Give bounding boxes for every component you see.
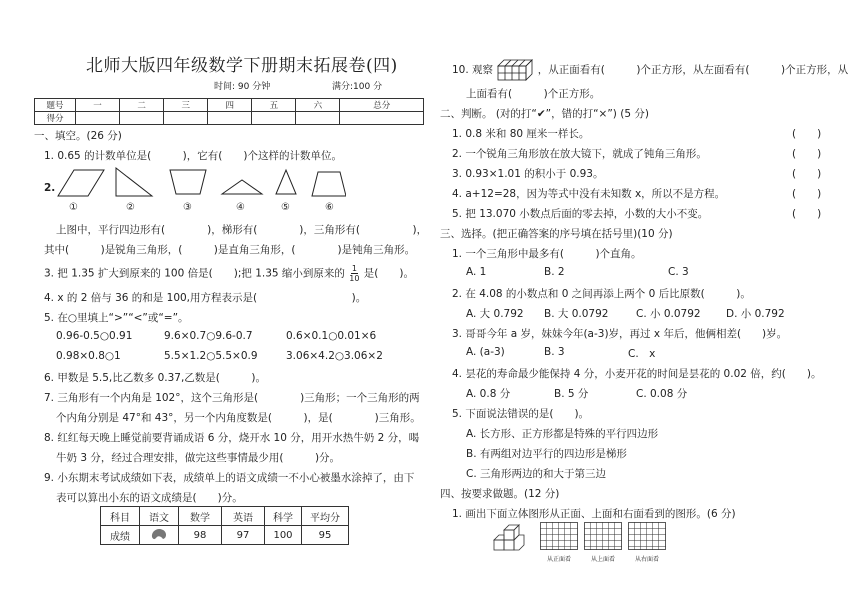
shape-label-3: ③ [183,202,192,213]
judge-item-1: 1. 0.8 米和 80 厘米一样长。 [452,128,590,140]
grid-label-top: 从上面看 [591,556,616,563]
grades-row-label: 成绩 [101,526,140,545]
obtuse-triangle-shape [222,180,262,194]
grid-label-front: 从正面看 [547,556,572,563]
cube-stack-icon [496,58,534,82]
answer-grid-front[interactable] [540,522,578,550]
question-2-line-1: 上图中，平行四边形有( )，梯形有( )，三角形有( )， [56,224,428,236]
grades-header-cell: 英语 [222,507,265,526]
choice-option: A. 0.8 分 [466,388,511,400]
shape-label-2: ② [126,202,135,213]
cube-solid-figure [492,524,532,554]
ink-blot [140,526,179,545]
question-3 [44,264,414,283]
compare-item: 0.96-0.5○0.91 [56,330,133,342]
judge-item-3: 3. 0.93×1.01 的积小于 0.93。 [452,168,604,180]
choice-question-5: 5. 下面说法错误的是( )。 [452,408,590,420]
grades-header-cell: 数学 [179,507,222,526]
full-score: 满分:100 分 [332,82,383,92]
grades-header-cell: 科目 [101,507,140,526]
question-10-line-1 [452,58,848,82]
answer-grid-top[interactable] [584,522,622,550]
choice-option: A. 大 0.792 [466,308,524,320]
parallelogram-shape [58,170,104,196]
score-header-cell: 题号 [35,99,76,112]
grades-header-cell: 平均分 [302,507,349,526]
answer-blank[interactable]: ( ) [792,148,822,160]
score-header-cell: 二 [120,99,164,112]
question-8-line-1: 8. 红红每天晚上睡觉前要背诵成语 6 分，烧开水 10 分，用开水热牛奶 2 分，喝 [44,432,420,444]
question-10-part-a: 10. 观察 [452,64,494,76]
choice-option: C. 3 [668,266,689,278]
shape-label-4: ④ [236,202,245,213]
score-row-label: 得分 [35,112,76,125]
score-table-header-row [35,99,424,112]
question-5: 5. 在○里填上“>”“<”或“=”。 [44,312,189,324]
fraction-numerator: 1 [351,264,357,273]
score-header-cell: 一 [76,99,120,112]
question-10-part-b: ，从正面看有( )个正方形，从左面看有( )个正方形，从 [537,64,849,76]
shape-label-5: ⑤ [281,202,290,213]
choice-option: C. 小 0.0792 [636,308,701,320]
score-header-cell: 三 [164,99,208,112]
choice-option: B. 大 0.0792 [544,308,609,320]
grade-value: 97 [222,526,265,545]
choice-option: A. 1 [466,266,487,278]
shape-label-1: ① [69,202,78,213]
compare-item: 3.06×4.2○3.06×2 [286,350,383,362]
choice-question-4: 4. 昙花的寿命最少能保持 4 分，小麦开花的时间是昙花的 0.02 倍，约( )。 [452,368,822,380]
question-9-line-2: 表可以算出小东的语文成绩是( )分。 [56,492,243,504]
shapes-figure [56,164,346,204]
answer-blank[interactable]: ( ) [792,188,822,200]
section-2-heading: 二、判断。 (对的打“✔”，错的打“×”) (5 分) [440,108,649,120]
score-header-cell: 四 [208,99,252,112]
fraction-denominator: 10 [349,274,360,283]
grade-value: 98 [179,526,222,545]
fraction [349,264,359,283]
right-triangle-shape [116,168,152,196]
choice-question-2: 2. 在 4.08 的小数点和 0 之间再添上两个 0 后比原数( )。 [452,288,751,300]
answer-blank[interactable]: ( ) [792,128,822,140]
question-7-line-2: 个内角分别是 47°和 43°，另一个内角度数是( )，是( )三角形。 [56,412,421,424]
question-8-line-2: 牛奶 3 分，经过合理安排，做完这些事情最少用( )分。 [56,452,341,464]
exam-time: 时间: 90 分钟 [214,82,271,92]
section-3-heading: 三、选择。(把正确答案的序号填在括号里)(10 分) [440,228,673,240]
ink-blot-icon [150,527,168,541]
choice-option: A. 长方形、正方形都是特殊的平行四边形 [466,428,659,440]
choice-option: B. 2 [544,266,565,278]
score-cell[interactable] [252,112,296,125]
compare-item: 5.5×1.2○5.5×0.9 [164,350,258,362]
question-6: 6. 甲数是 5.5,比乙数多 0.37,乙数是( )。 [44,372,266,384]
score-table-score-row [35,112,424,125]
question-9-line-1: 9. 小东期末考试成绩如下表，成绩单上的语文成绩一不小心被墨水涂掉了，由下 [44,472,415,484]
shape-label-6: ⑥ [325,202,334,213]
score-table [34,98,424,125]
question-4: 4. x 的 2 倍与 36 的和是 100,用方程表示是( )。 [44,292,367,304]
question-3-part-b: 是( )。 [363,267,414,280]
choice-option: C. 三角形两边的和大于第三边 [466,468,607,480]
choice-option: B. 5 分 [554,388,589,400]
score-cell[interactable] [296,112,340,125]
trapezoid-shape-2 [312,172,346,196]
answer-blank[interactable]: ( ) [792,208,822,220]
question-2-number: 2. [44,182,56,194]
question-3-part-a: 3. 把 1.35 扩大到原来的 100 倍是( );把 1.35 缩小到原来的 [44,267,345,280]
choice-option: B. 有两组对边平行的四边形是梯形 [466,448,627,460]
grades-header-cell: 科学 [265,507,302,526]
judge-item-5: 5. 把 13.070 小数点后面的零去掉，小数的大小不变。 [452,208,709,220]
page-title: 北师大版四年级数学下册期末拓展卷(四) [86,56,398,76]
choice-option: C. 0.08 分 [636,388,688,400]
trapezoid-shape [170,170,206,194]
grid-label-right: 从右面看 [635,556,660,563]
question-7-line-1: 7. 三角形有一个内角是 102°，这个三角形是( )三角形；一个三角形的两 [44,392,420,404]
choice-option: B. 3 [544,346,565,358]
grades-table [100,506,349,545]
choice-question-1: 1. 一个三角形中最多有( )个直角。 [452,248,642,260]
score-header-cell: 总分 [340,99,424,112]
answer-blank[interactable]: ( ) [792,168,822,180]
section-1-heading: 一、填空。(26 分) [34,130,122,142]
judge-item-4: 4. a+12=28，因为等式中没有未知数 x，所以不是方程。 [452,188,726,200]
section-4-heading: 四、按要求做题。(12 分) [440,488,560,500]
question-1: 1. 0.65 的计数单位是( )，它有( )个这样的计数单位。 [44,150,342,162]
grades-value-row [101,526,349,545]
answer-grid-right[interactable] [628,522,666,550]
score-cell[interactable] [120,112,164,125]
compare-item: 0.98×0.8○1 [56,350,121,362]
grade-value: 100 [265,526,302,545]
judge-item-2: 2. 一个锐角三角形放在放大镜下，就成了钝角三角形。 [452,148,707,160]
compare-item: 9.6×0.7○9.6-0.7 [164,330,253,342]
grade-value: 95 [302,526,349,545]
acute-triangle-shape [276,170,296,194]
score-cell[interactable] [76,112,120,125]
choice-option: C. x [628,348,656,360]
compare-item: 0.6×0.1○0.01×6 [286,330,377,342]
question-10-line-2: 上面看有( )个正方形。 [466,88,601,100]
score-header-cell: 六 [296,99,340,112]
choice-option: D. 小 0.792 [726,308,785,320]
score-header-cell: 五 [252,99,296,112]
score-cell[interactable] [340,112,424,125]
drawing-question-1: 1. 画出下面立体图形从正面、上面和右面看到的图形。(6 分) [452,508,736,520]
score-cell[interactable] [208,112,252,125]
grades-header-cell: 语文 [140,507,179,526]
question-2-line-2: 其中( )是锐角三角形，( )是直角三角形，( )是钝角三角形。 [44,244,416,256]
choice-question-3: 3. 哥哥今年 a 岁，妹妹今年(a-3)岁，再过 x 年后，他俩相差( )岁。 [452,328,788,340]
score-cell[interactable] [164,112,208,125]
grades-header-row [101,507,349,526]
choice-option: A. (a-3) [466,346,505,358]
